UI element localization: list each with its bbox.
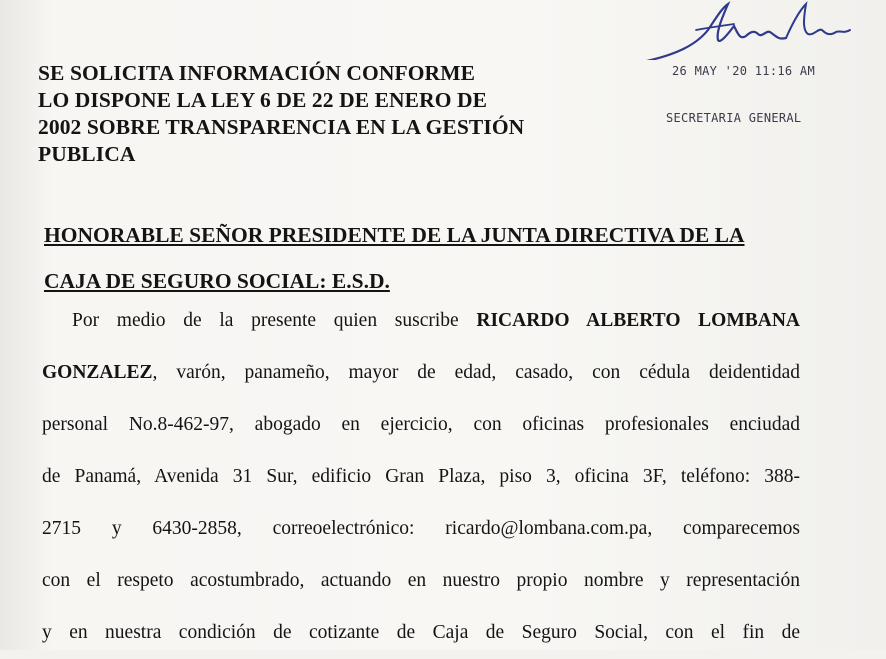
addressee xyxy=(44,212,745,304)
applicant-name: RICARDO ALBERTO LOMBANA xyxy=(476,310,801,331)
document-subject xyxy=(38,60,598,168)
body-line: de Panamá, Avenida 31 Sur, edificio Gran Plaza, piso 3, oficina 3F, teléfono: 388- xyxy=(42,466,800,487)
addressee-line: CAJA DE SEGURO SOCIAL: E.S.D. xyxy=(44,269,390,293)
subject-line: LO DISPONE LA LEY 6 DE 22 DE ENERO DE xyxy=(38,88,488,112)
subject-line: 2002 SOBRE TRANSPARENCIA EN LA GESTIÓN xyxy=(38,115,525,139)
body-line: con el respeto acostumbrado, actuando en nuestro propio nombre y representación xyxy=(42,570,800,591)
received-office-stamp: SECRETARIA GENERAL xyxy=(666,111,802,125)
addressee-line: HONORABLE SEÑOR PRESIDENTE DE LA JUNTA DIRECTIVA DE LA xyxy=(44,223,745,247)
body-text-fragment: , varón, panameño, mayor de edad, casado, con cédula deidentidad xyxy=(152,362,800,383)
body-line: personal No.8-462-97, abogado en ejercicio, con oficinas profesionales enciudad xyxy=(42,414,800,435)
subject-line: PUBLICA xyxy=(38,142,136,166)
subject-line: SE SOLICITA INFORMACIÓN CONFORME xyxy=(38,61,476,85)
handwritten-signature xyxy=(636,0,866,60)
body-line: y en nuestra condición de cotizante de Caja de Seguro Social, con el fin de xyxy=(42,622,800,643)
letter-body xyxy=(42,295,800,659)
body-line: 2715 y 6430-2858, correoelectrónico: ricardo@lombana.com.pa, comparecemos xyxy=(42,518,800,539)
body-line xyxy=(42,347,800,399)
applicant-surname: GONZALEZ xyxy=(42,362,153,383)
received-date-stamp: 26 MAY '20 11:16 AM xyxy=(672,64,815,78)
intro-text: Por medio de la presente quien suscribe xyxy=(72,310,459,331)
body-line xyxy=(42,295,800,347)
